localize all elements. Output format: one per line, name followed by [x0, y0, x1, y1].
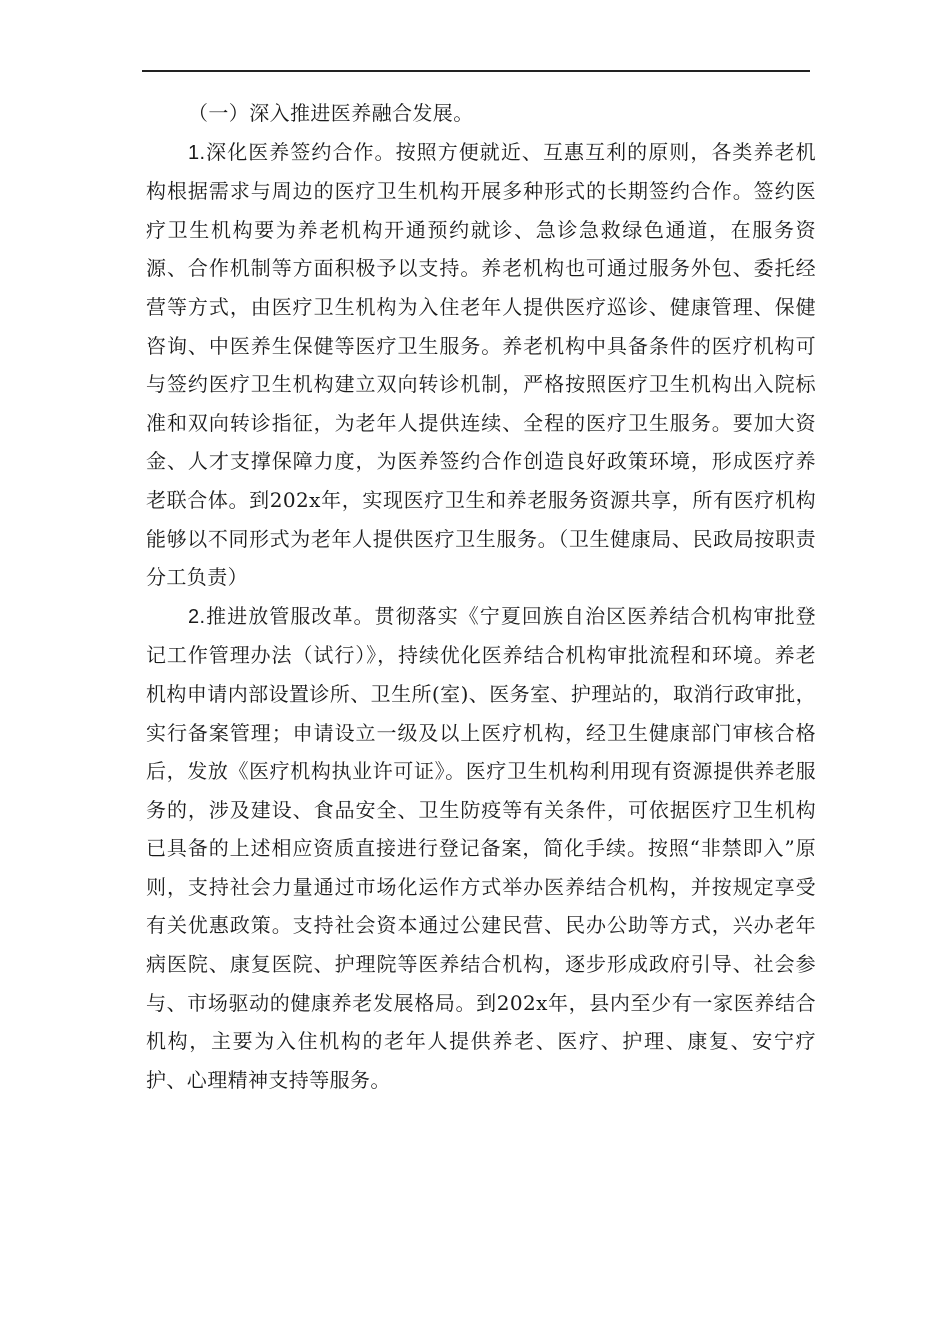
paragraph-1: [146, 133, 816, 597]
paragraph-text: 推进放管服改革。贯彻落实《宁夏回族自治区医养结合机构审批登记工作管理办法（试行）》，持续优化医养结合机构审批流程和环境。养老机构申请内部设置诊所、卫生所(室)、医务室、护理站的，取消行政审批，实行备案管理；申请设立一级及以上医疗机构，经卫生健康部门审核合格后，发放《医疗机构执业许可证》。医疗卫生机构利用现有资源提供养老服务的，涉及建设、食品安全、卫生防疫等有关条件，可依据医疗卫生机构已具备的上述相应资质直接进行登记备案，简化手续。按照“非禁即入”原则，支持社会力量通过市场化运作方式举办医养结合机构，并按规定享受有关优惠政策。支持社会资本通过公建民营、民办公助等方式，兴办老年病医院、康复医院、护理院等医养结合机构，逐步形成政府引导、社会参与、市场驱动的健康养老发展格局。到202x年，县内至少有一家医养结合机构，主要为入住机构的老年人提供养老、医疗、护理、康复、安宁疗护、心理精神支持等服务。: [146, 603, 816, 1092]
paragraph-2: [146, 597, 816, 1100]
paragraph-text: 深化医养签约合作。按照方便就近、互惠互利的原则，各类养老机构根据需求与周边的医疗卫生机构开展多种形式的长期签约合作。签约医疗卫生机构要为养老机构开通预约就诊、急诊急救绿色通道，在服务资源、合作机制等方面积极予以支持。养老机构也可通过服务外包、委托经营等方式，由医疗卫生机构为入住老年人提供医疗巡诊、健康管理、保健咨询、中医养生保健等医疗卫生服务。养老机构中具备条件的医疗机构可与签约医疗卫生机构建立双向转诊机制，严格按照医疗卫生机构出入院标准和双向转诊指征，为老年人提供连续、全程的医疗卫生服务。要加大资金、人才支撑保障力度，为医养签约合作创造良好政策环境，形成医疗养老联合体。到202x年，实现医疗卫生和养老服务资源共享，所有医疗机构能够以不同形式为老年人提供医疗卫生服务。（卫生健康局、民政局按职责分工负责）: [146, 139, 816, 590]
header-rule: [142, 70, 810, 72]
paragraph-number: 1.: [188, 141, 206, 164]
document-body: [146, 94, 816, 1099]
section-heading: （一）深入推进医养融合发展。: [188, 101, 474, 125]
paragraph-number: 2.: [188, 605, 206, 628]
